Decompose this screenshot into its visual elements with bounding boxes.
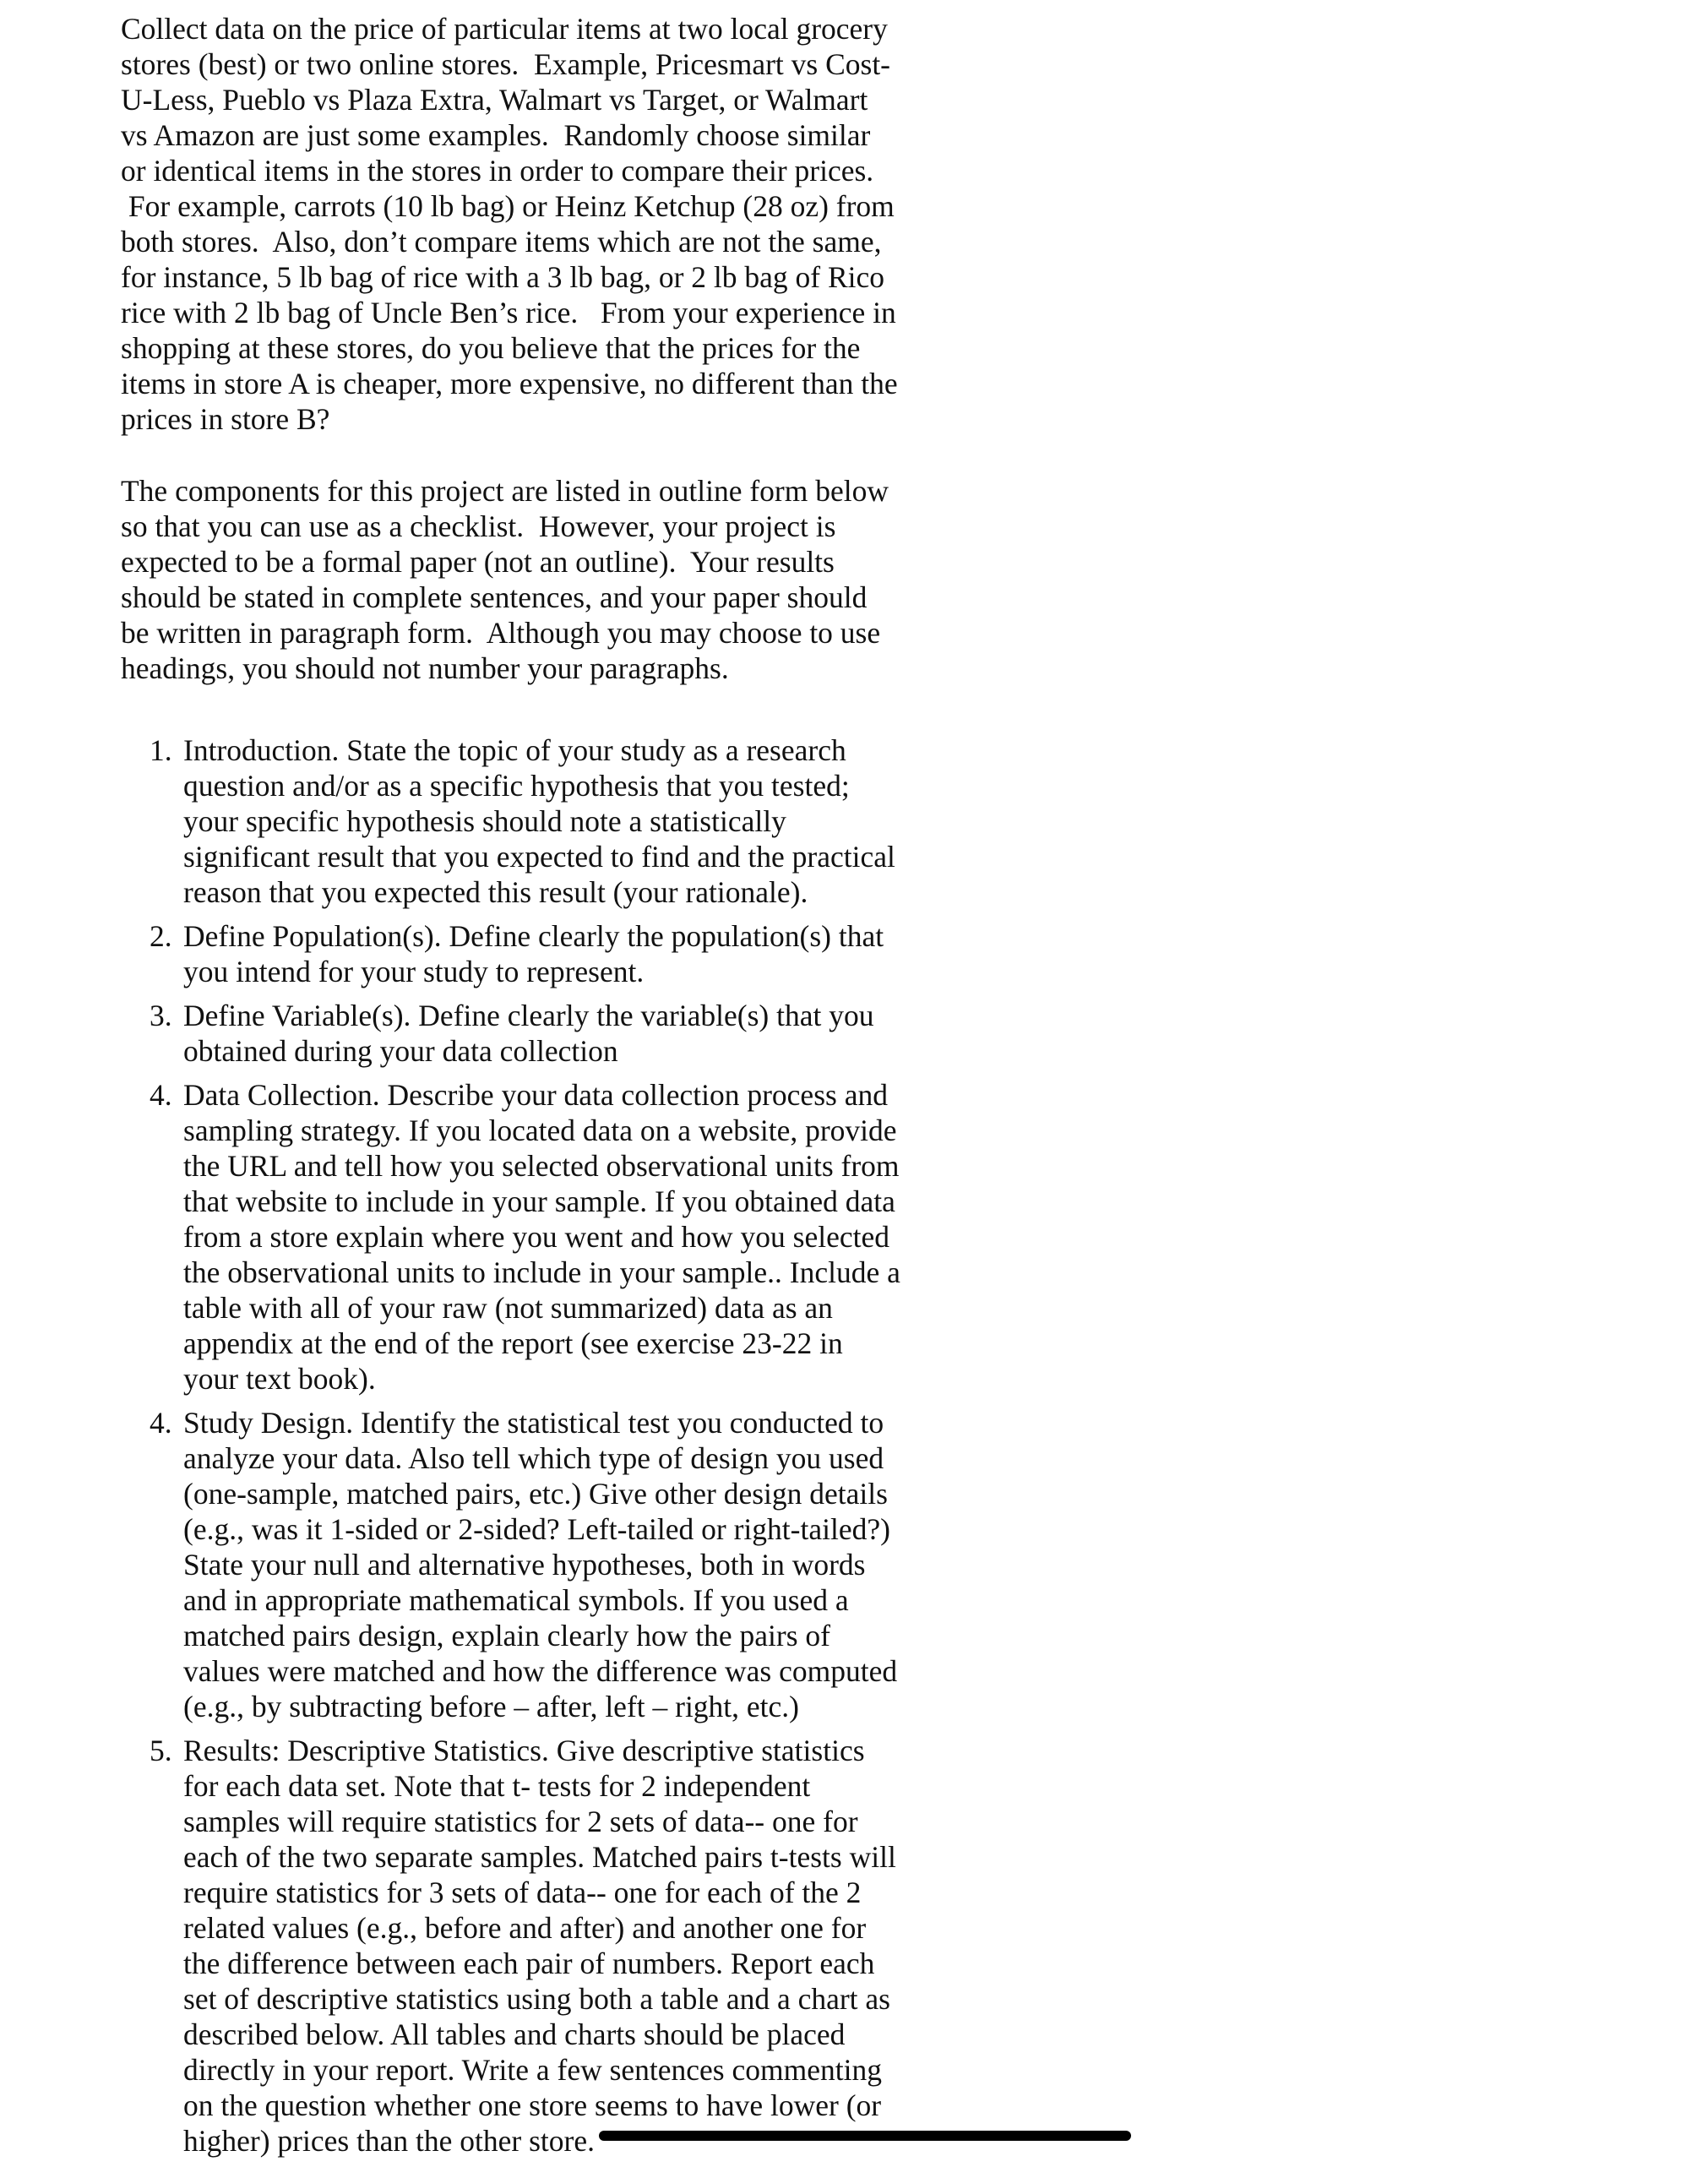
item-line: (one-sample, matched pairs, etc.) Give other design details [183,1477,888,1511]
paragraph-line: shopping at these stores, do you believe that the prices for the [121,331,861,365]
item-line: (e.g., by subtracting before – after, left – right, etc.) [183,1690,799,1723]
home-indicator-bar[interactable] [599,2131,1131,2141]
outline-item-study-design [121,1405,966,1724]
outline-item-results-descriptive-statistics [121,1733,966,2159]
paragraph-line: stores (best) or two online stores. Example, Pricesmart vs Cost- [121,47,891,81]
item-number: 5. [150,1734,172,1767]
paragraph-line: U-Less, Pueblo vs Plaza Extra, Walmart vs Target, or Walmart [121,83,868,117]
paragraph-line: Collect data on the price of particular items at two local grocery [121,12,888,46]
item-line: Study Design. Identify the statistical test you conducted to [183,1406,884,1440]
item-line: (e.g., was it 1-sided or 2-sided? Left-tailed or right-tailed?) [183,1512,890,1546]
components-paragraph [121,473,923,686]
item-line: appendix at the end of the report (see exercise 23-22 in [183,1326,843,1360]
paragraph-line: for instance, 5 lb bag of rice with a 3 lb bag, or 2 lb bag of Rico [121,260,885,294]
item-line: State your null and alternative hypotheses, both in words [183,1548,866,1582]
item-line: the difference between each pair of numbers. Report each [183,1946,875,1980]
item-line: your text book). [183,1362,376,1396]
item-line: significant result that you expected to find and the practical [183,840,895,874]
item-line: that website to include in your sample. If you obtained data [183,1184,895,1218]
item-line: table with all of your raw (not summarized) data as an [183,1291,833,1325]
paragraph-line: headings, you should not number your paragraphs. [121,651,729,685]
item-line: values were matched and how the difference was computed [183,1654,898,1688]
item-line: on the question whether one store seems to have lower (or [183,2088,882,2122]
item-line: each of the two separate samples. Matched pairs t-tests will [183,1840,896,1874]
item-line: sampling strategy. If you located data on a website, provide [183,1113,897,1147]
item-line: from a store explain where you went and how you selected [183,1220,889,1254]
item-line: matched pairs design, explain clearly how the pairs of [183,1619,830,1652]
paragraph-line: For example, carrots (10 lb bag) or Heinz Ketchup (28 oz) from [121,189,895,223]
item-line: Data Collection. Describe your data collection process and [183,1078,888,1112]
item-line: require statistics for 3 sets of data-- one for each of the 2 [183,1876,862,1909]
item-line: you intend for your study to represent. [183,955,645,988]
paragraph-line: should be stated in complete sentences, and your paper should [121,580,868,614]
item-line: reason that you expected this result (your rationale). [183,875,808,909]
paragraph-line: expected to be a formal paper (not an outline). Your results [121,545,835,579]
paragraph-line: The components for this project are listed in outline form below [121,474,889,508]
paragraph-line: vs Amazon are just some examples. Randomly choose similar [121,118,871,152]
item-line: Introduction. State the topic of your study as a research [183,733,846,767]
item-line: samples will require statistics for 2 sets of data-- one for [183,1805,858,1838]
item-line: described below. All tables and charts should be placed [183,2017,846,2051]
item-line: and in appropriate mathematical symbols. If you used a [183,1583,849,1617]
paragraph-line: or identical items in the stores in order to compare their prices. [121,154,874,188]
item-number: 3. [150,999,172,1032]
project-outline-list [121,732,966,2167]
item-number: 1. [150,733,172,767]
item-line: Define Population(s). Define clearly the population(s) that [183,919,884,953]
paragraph-line: so that you can use as a checklist. However, your project is [121,509,836,543]
item-number: 4. [150,1078,172,1112]
item-number: 4. [150,1406,172,1440]
item-number: 2. [150,919,172,953]
item-line: Define Variable(s). Define clearly the variable(s) that you [183,999,874,1032]
item-line: your specific hypothesis should note a statistically [183,804,786,838]
item-line: higher) prices than the other store. [183,2124,595,2158]
paragraph-line: rice with 2 lb bag of Uncle Ben’s rice. From your experience in [121,296,896,329]
item-line: for each data set. Note that t- tests for 2 independent [183,1769,811,1803]
outline-item-define-variable [121,998,966,1069]
item-line: question and/or as a specific hypothesis that you tested; [183,769,850,803]
outline-item-data-collection [121,1077,966,1397]
intro-paragraph [121,11,923,437]
paragraph-line: be written in paragraph form. Although you may choose to use [121,616,881,650]
item-line: related values (e.g., before and after) and another one for [183,1911,867,1945]
outline-item-define-population [121,918,966,989]
item-line: obtained during your data collection [183,1034,618,1068]
item-line: the observational units to include in your sample.. Include a [183,1255,900,1289]
item-line: analyze your data. Also tell which type of design you used [183,1441,884,1475]
paragraph-line: both stores. Also, don’t compare items which are not the same, [121,225,882,259]
paragraph-line: items in store A is cheaper, more expensive, no different than the [121,367,898,400]
item-line: directly in your report. Write a few sentences commenting [183,2053,882,2087]
item-line: set of descriptive statistics using both a table and a chart as [183,1982,890,2016]
paragraph-line: prices in store B? [121,402,330,436]
outline-item-introduction [121,732,966,910]
item-line: the URL and tell how you selected observational units from [183,1149,900,1183]
item-line: Results: Descriptive Statistics. Give descriptive statistics [183,1734,865,1767]
